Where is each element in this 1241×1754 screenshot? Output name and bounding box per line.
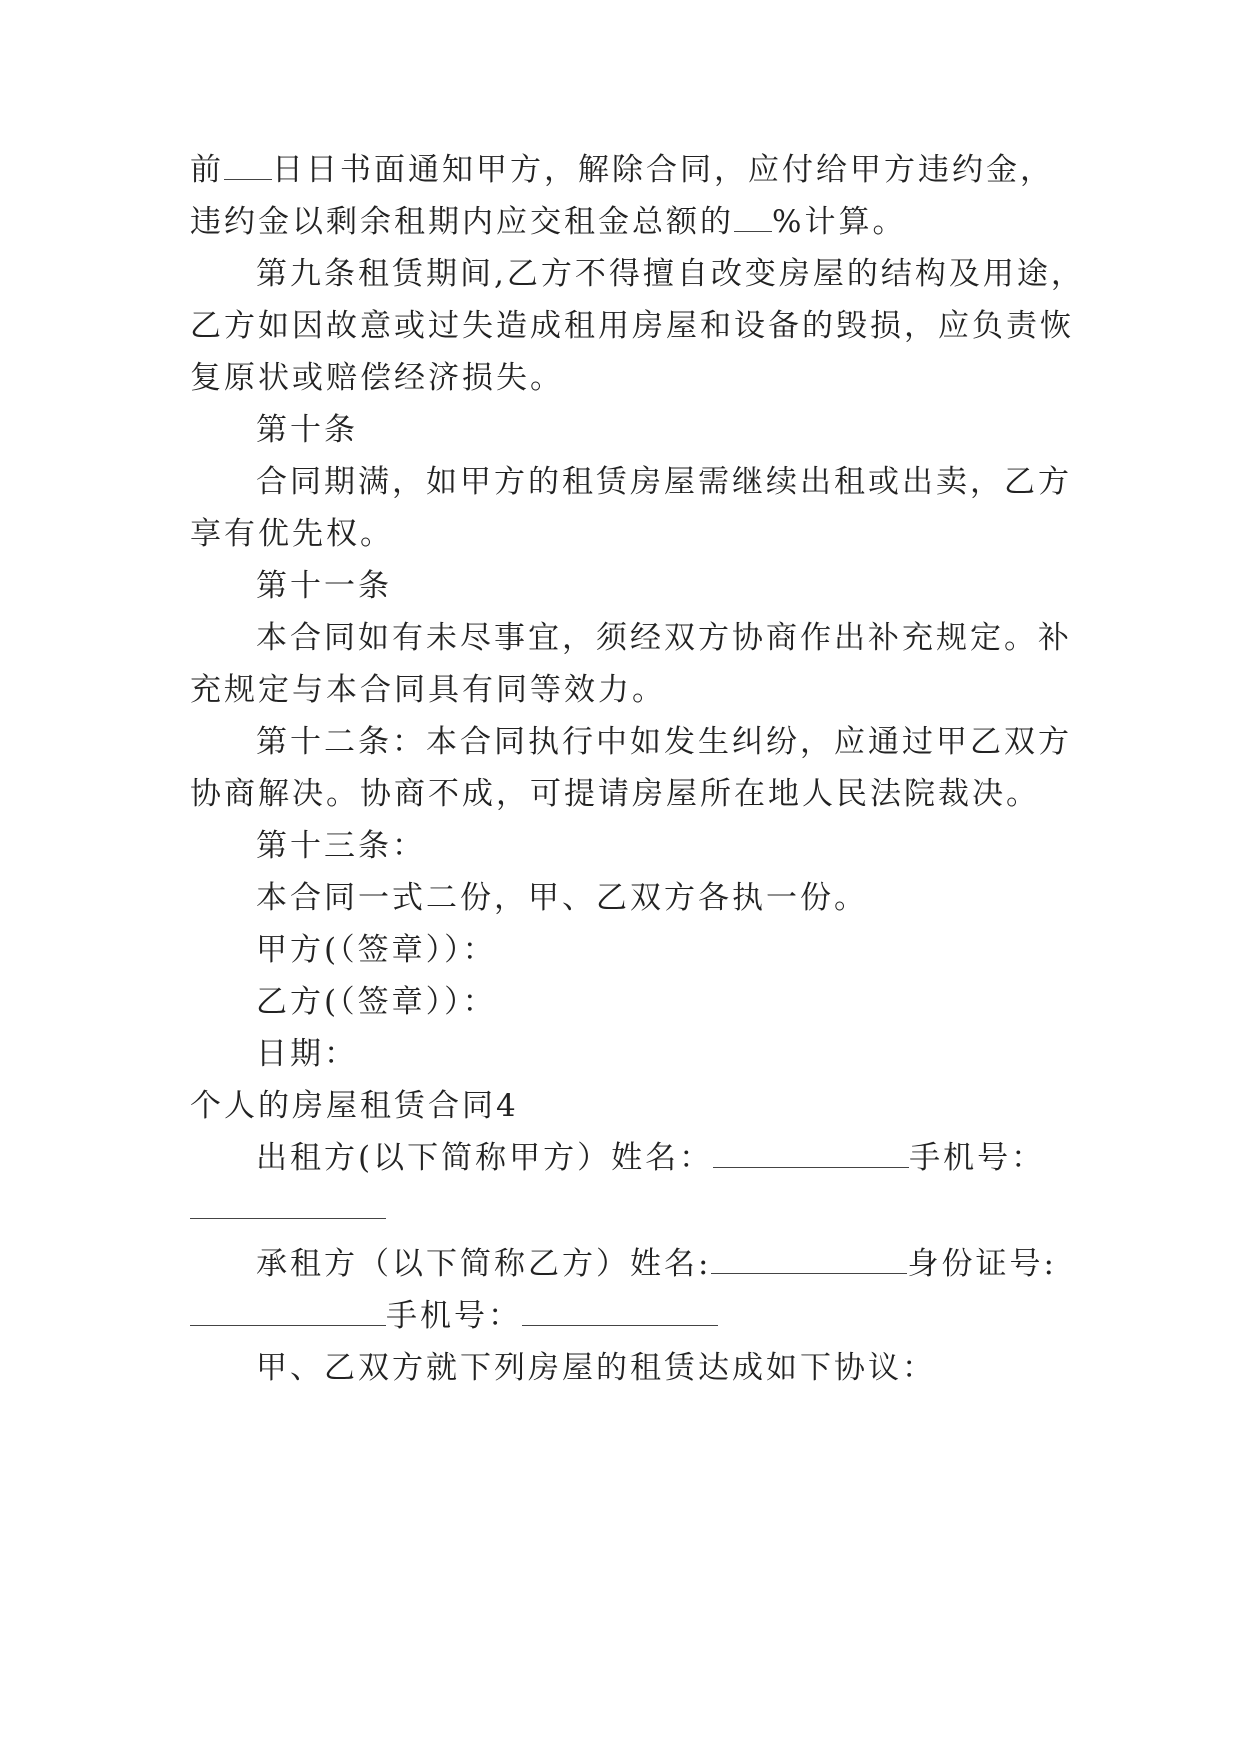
text-segment: 身份证号:	[907, 1246, 1057, 1282]
fill-in-blank[interactable]	[224, 151, 272, 180]
text-line: 第九条租赁期间,乙方不得擅自改变房屋的结构及用途，	[256, 256, 1085, 292]
text-segment: 手机号：	[386, 1298, 522, 1334]
text-line: 享有优先权。	[190, 516, 394, 552]
contract-title: 个人的房屋租赁合同4	[190, 1088, 519, 1124]
text-line	[256, 1138, 1045, 1178]
signature-line-party-a: 甲方(（签章））：	[256, 932, 497, 968]
text-line: 甲、乙双方就下列房屋的租赁达成如下协议：	[256, 1350, 936, 1386]
id-number-blank[interactable]	[190, 1297, 386, 1326]
phone-blank[interactable]	[190, 1218, 386, 1219]
text-segment: 前	[190, 152, 224, 188]
article-heading: 第十条	[256, 412, 358, 448]
text-line	[256, 1244, 1057, 1284]
name-blank[interactable]	[713, 1139, 909, 1168]
text-segment: 日日书面通知甲方，解除合同，应付给甲方违约金，	[272, 152, 1054, 188]
fill-in-blank[interactable]	[734, 203, 772, 232]
text-line	[190, 150, 1054, 190]
text-line	[190, 202, 906, 242]
name-blank[interactable]	[711, 1245, 907, 1274]
text-line: 第十二条：本合同执行中如发生纠纷，应通过甲乙双方	[256, 724, 1072, 760]
article-heading: 第十一条	[256, 568, 392, 604]
article-heading: 第十三条：	[256, 828, 426, 864]
text-line: 协商解决。协商不成，可提请房屋所在地人民法院裁决。	[190, 776, 1040, 812]
text-segment: 出租方(以下简称甲方）姓名：	[256, 1140, 714, 1176]
phone-blank[interactable]	[522, 1297, 718, 1326]
text-line: 本合同一式二份，甲、乙双方各执一份。	[256, 880, 868, 916]
text-segment: 手机号：	[909, 1140, 1046, 1176]
text-line: 本合同如有未尽事宜，须经双方协商作出补充规定。补	[256, 620, 1072, 656]
date-line: 日期：	[256, 1036, 358, 1072]
signature-line-party-b: 乙方(（签章））：	[256, 984, 497, 1020]
text-segment: %计算。	[772, 204, 907, 240]
text-line: 复原状或赔偿经济损失。	[190, 360, 564, 396]
text-line: 合同期满，如甲方的租赁房屋需继续出租或出卖，乙方	[256, 464, 1072, 500]
text-line: 充规定与本合同具有同等效力。	[190, 672, 666, 708]
text-line: 乙方如因故意或过失造成租用房屋和设备的毁损，应负责恢	[190, 308, 1074, 344]
text-line	[190, 1296, 718, 1336]
text-segment: 违约金以剩余租期内应交租金总额的	[190, 204, 734, 240]
text-segment: 承租方（以下简称乙方）姓名:	[256, 1246, 712, 1282]
